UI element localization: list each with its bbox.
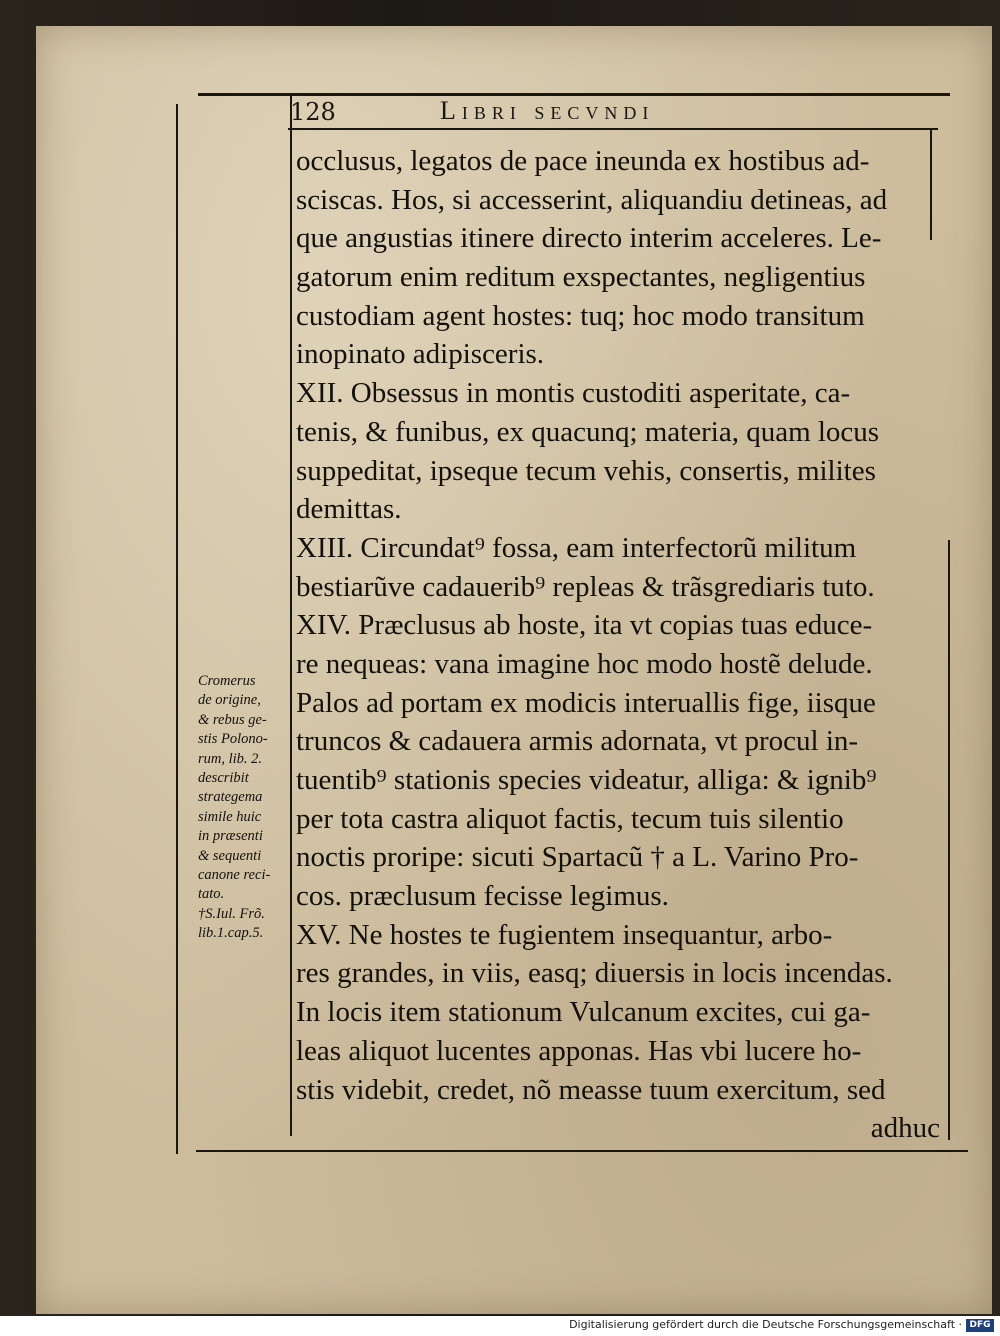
text-line: In locis item stationum Vulcanum excites, cui ga- (296, 996, 871, 1029)
margin-line: de origine, (198, 692, 261, 709)
margin-line: in præsenti (198, 828, 263, 845)
catchword: adhuc (870, 1112, 940, 1145)
running-head: Libri secvndi (440, 96, 655, 125)
text-line: occlusus, legatos de pace ineunda ex hostibus ad- (296, 145, 870, 177)
page-number: 128 (290, 98, 336, 126)
margin-line: & rebus ge- (198, 711, 267, 728)
footer-bar (0, 1316, 1000, 1336)
text-line: res grandes, in viis, easq; diuersis in locis incendas. (296, 957, 893, 990)
text-left-line (290, 96, 292, 1136)
text-line: XIII. Circundat⁹ fossa, eam interfectorũ militum (296, 531, 857, 564)
dfg-logo-icon: DFG (966, 1319, 994, 1332)
text-line: tenis, & funibus, ex quacunq; materia, quam locus (296, 415, 880, 448)
text-line: XIV. Præclusus ab hoste, ita vt copias tuas educe- (296, 609, 873, 642)
marginal-note (198, 672, 292, 944)
margin-line: strategema (198, 789, 263, 806)
text-line: per tota castra aliquot factis, tecum tuis silentio (296, 802, 844, 835)
text-line: XII. Obsessus in montis custoditi asperitate, ca- (296, 377, 851, 410)
header-rule (288, 128, 938, 130)
margin-line: lib.1.cap.5. (198, 925, 264, 942)
text-line: sciscas. Hos, si accesserint, aliquandiu detineas, ad (296, 183, 888, 216)
text-line: stis videbit, credet, nõ measse tuum exercitum, sed (296, 1073, 886, 1106)
text-line: suppeditat, ipseque tecum vehis, consertis, milites (296, 454, 876, 487)
text-right-line-bottom (948, 540, 950, 1140)
text-line: leas aliquot lucentes apponas. Has vbi lucere ho- (296, 1034, 862, 1067)
text-line: bestiarũve cadauerib⁹ repleas & trãsgrediaris tuto. (296, 570, 875, 603)
margin-line: & sequenti (198, 847, 262, 864)
text-line: inopinato adipisceris. (296, 338, 545, 371)
text-line: gatorum enim reditum exspectantes, negligentius (296, 261, 866, 294)
text-line: tuentib⁹ stationis species videatur, alliga: & ignib⁹ (296, 764, 877, 796)
margin-line: Cromerus (198, 673, 256, 689)
margin-line: simile huic (198, 808, 262, 825)
margin-line: tato. (198, 886, 225, 903)
text-line: XV. Ne hostes te fugientem insequantur, arbo- (296, 918, 833, 951)
text-line: cos. præclusum fecisse legimus. (296, 880, 669, 913)
margin-line: canone reci- (198, 867, 271, 884)
margin-line: rum, lib. 2. (198, 750, 263, 767)
text-line: noctis proripe: sicuti Spartacũ † a L. Varino Pro- (296, 841, 859, 874)
text-line: que angustias itinere directo interim acceleres. Le- (296, 222, 882, 255)
text-line: Palos ad portam ex modicis interuallis fige, iisque (296, 686, 876, 719)
margin-line: stis Polono- (198, 731, 268, 748)
text-line: truncos & cadauera armis adornata, vt procul in- (296, 725, 859, 758)
text-line: custodiam agent hostes: tuq; hoc modo transitum (296, 299, 865, 332)
bottom-rule (196, 1150, 968, 1152)
main-text (296, 142, 940, 1148)
funding-credit: Digitalisierung gefördert durch die Deutsche Forschungsgemeinschaft · (569, 1318, 962, 1331)
text-line: re nequeas: vana imagine hoc modo hostẽ delude. (296, 647, 873, 680)
margin-line: †S.Iul. Frõ. (198, 905, 265, 922)
text-line: demittas. (296, 493, 402, 526)
margin-line: describit (198, 770, 249, 787)
margin-left-line (176, 104, 178, 1154)
